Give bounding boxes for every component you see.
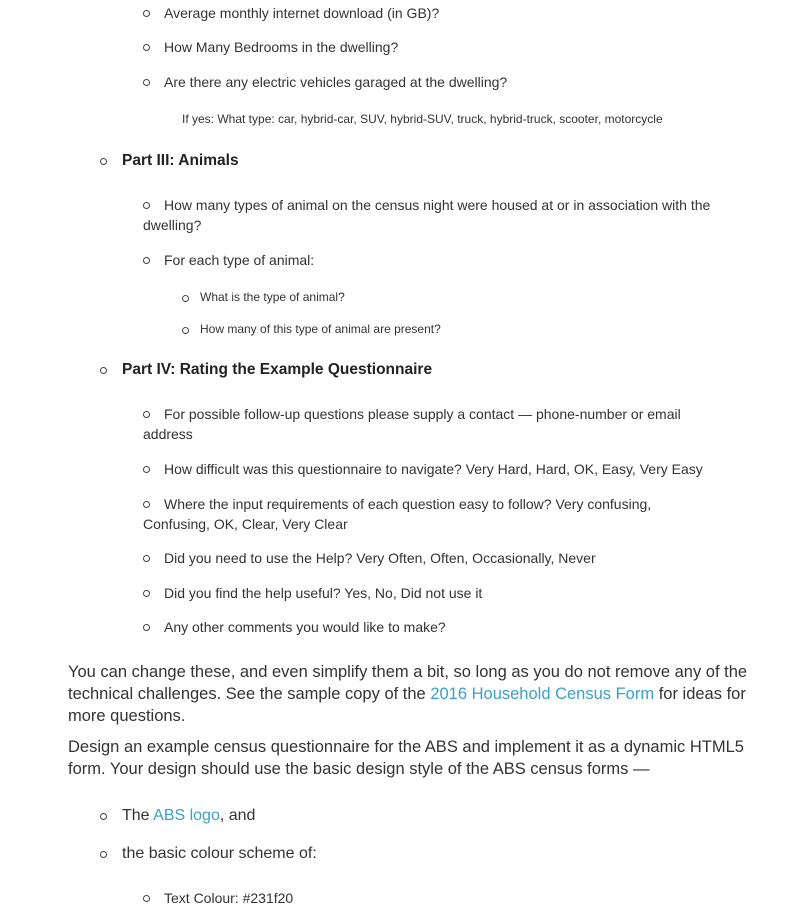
ev-type-note: If yes: What type: car, hybrid-car, SUV, hybrid-SUV, truck, hybrid-truck, scooter, motorcycle	[182, 112, 663, 126]
question-each-animal: For each type of animal:	[164, 252, 315, 268]
question-bedrooms: How Many Bedrooms in the dwelling?	[164, 39, 399, 55]
bullet	[100, 158, 107, 165]
question-contact-cont: address	[143, 426, 193, 442]
question-input-requirements-cont: Confusing, OK, Clear, Very Clear	[143, 516, 348, 532]
bullet	[143, 895, 150, 902]
question-animal-type: What is the type of animal?	[200, 290, 345, 304]
paragraph-line: form. Your design should use the basic design style of the ABS census forms —	[68, 760, 650, 778]
bullet	[143, 10, 150, 17]
bullet	[182, 295, 189, 302]
paragraph-text: technical challenges. See the sample copy of the	[68, 685, 431, 703]
part3-heading: Part III: Animals	[122, 152, 239, 169]
paragraph-line	[68, 683, 746, 705]
bullet	[143, 44, 150, 51]
question-help-useful: Did you find the help useful? Yes, No, Did not use it	[164, 585, 483, 601]
abs-logo-link[interactable]: ABS logo	[153, 807, 220, 824]
bullet	[100, 367, 107, 374]
bullet	[100, 813, 107, 820]
question-input-requirements: Where the input requirements of each question easy to follow? Very confusing,	[164, 496, 652, 512]
bullet	[143, 202, 150, 209]
bullet	[143, 79, 150, 86]
list-text: The	[122, 807, 154, 824]
question-comments: Any other comments you would like to make?	[164, 619, 446, 635]
paragraph-line: You can change these, and even simplify them a bit, so long as you do not remove any of the	[68, 663, 748, 681]
question-animal-count: How many of this type of animal are present?	[200, 322, 441, 336]
question-help-used: Did you need to use the Help? Very Often, Often, Occasionally, Never	[164, 550, 596, 566]
census-form-link[interactable]: 2016 Household Census Form	[430, 685, 655, 703]
bullet	[143, 411, 150, 418]
question-internet-download: Average monthly internet download (in GB)?	[164, 5, 440, 21]
bullet	[143, 257, 150, 264]
bullet	[143, 501, 150, 508]
bullet	[182, 327, 189, 334]
bullet	[143, 555, 150, 562]
bullet	[143, 466, 150, 473]
paragraph-text: for ideas for	[654, 685, 746, 703]
list-item-colour-scheme: the basic colour scheme of:	[122, 845, 317, 862]
question-animal-types-cont: dwelling?	[143, 217, 202, 233]
list-item-logo	[122, 805, 255, 827]
question-navigate: How difficult was this questionnaire to navigate? Very Hard, Hard, OK, Easy, Very Easy	[164, 461, 703, 477]
list-text: , and	[219, 807, 256, 824]
question-electric-vehicles: Are there any electric vehicles garaged at the dwelling?	[164, 74, 508, 90]
bullet	[143, 624, 150, 631]
list-item-text-colour: Text Colour: #231f20	[164, 890, 294, 906]
paragraph-line: more questions.	[68, 707, 186, 725]
bullet	[100, 851, 107, 858]
part4-heading: Part IV: Rating the Example Questionnaire	[122, 361, 433, 378]
question-contact: For possible follow-up questions please supply a contact — phone-number or email	[164, 406, 681, 422]
bullet	[143, 590, 150, 597]
question-animal-types: How many types of animal on the census night were housed at or in association with the	[164, 197, 711, 213]
paragraph-line: Design an example census questionnaire for the ABS and implement it as a dynamic HTML5	[68, 738, 744, 756]
